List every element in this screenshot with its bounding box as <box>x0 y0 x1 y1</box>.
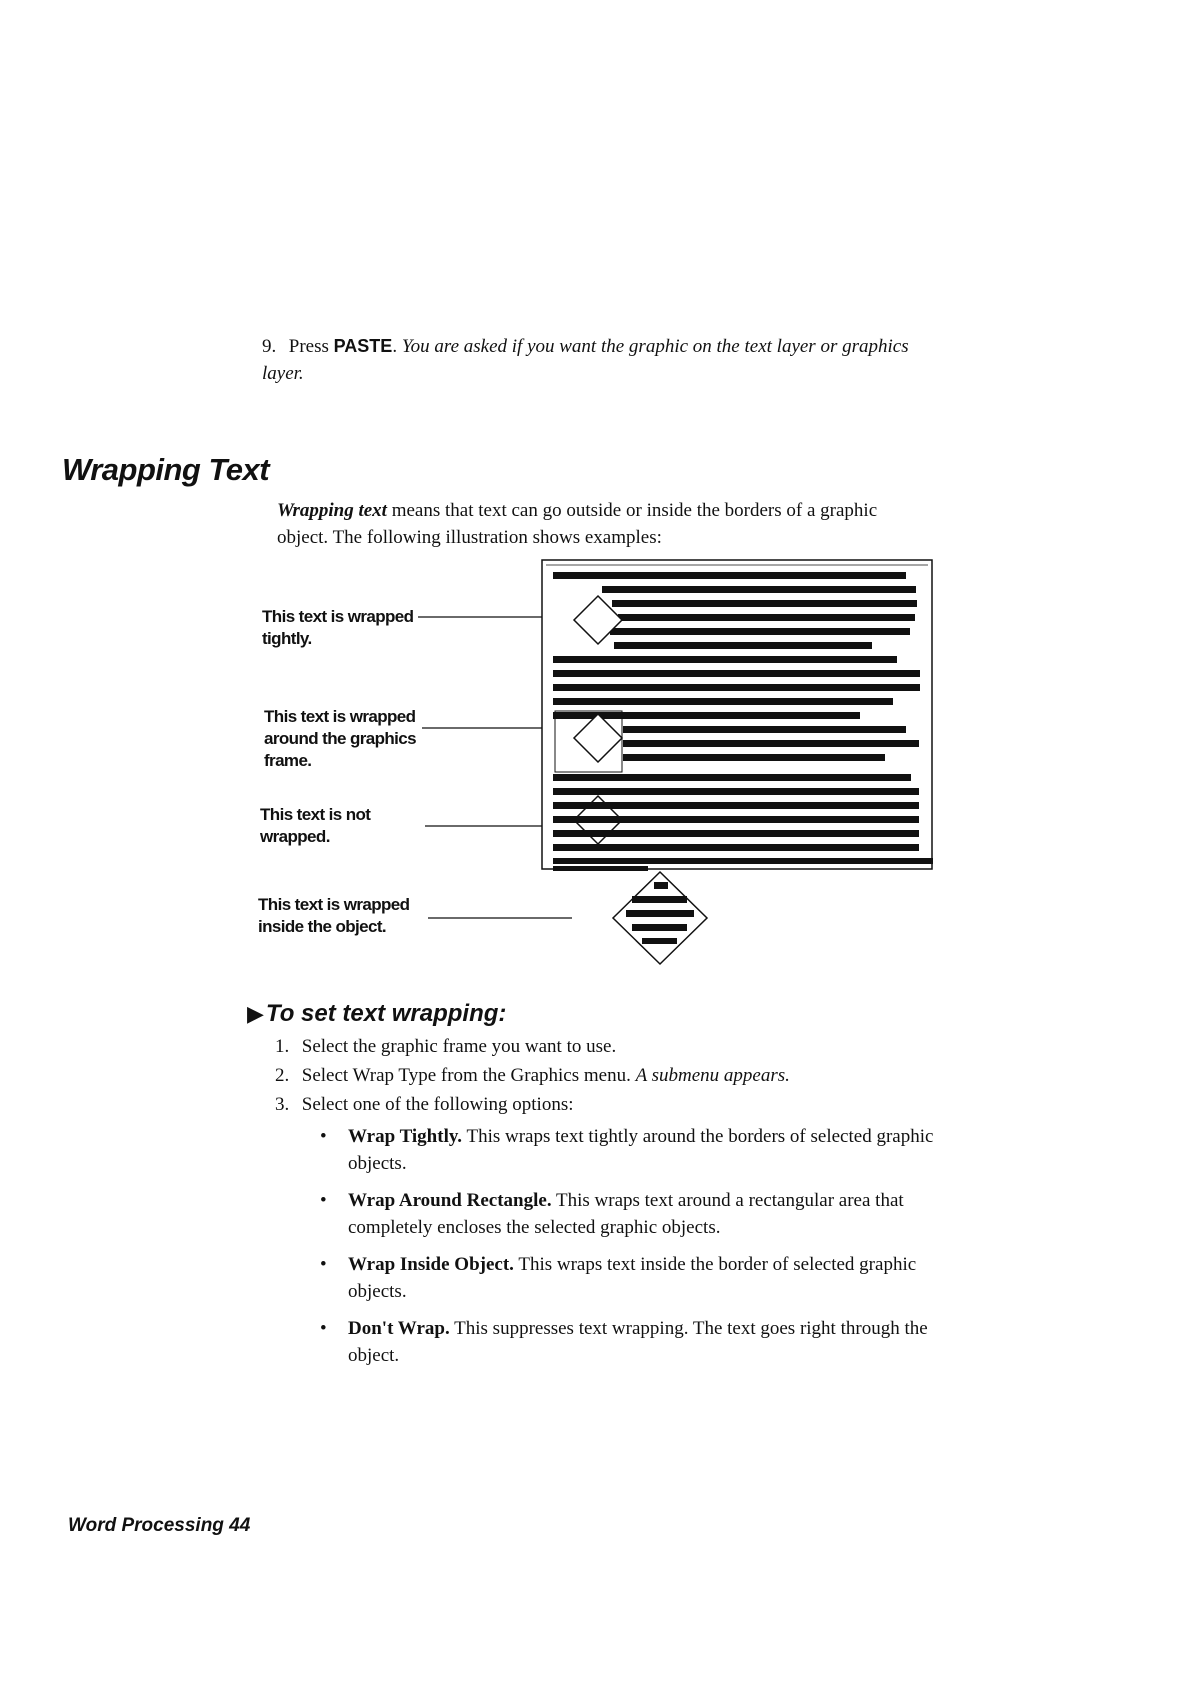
step-text: Select the graphic frame you want to use. <box>301 1036 617 1057</box>
option-name: Don't Wrap. <box>348 1318 450 1339</box>
section-title: Wrapping Text <box>62 452 270 487</box>
procedure-arrow-icon: ▶ <box>247 1001 264 1026</box>
bullet-icon: • <box>320 1318 327 1339</box>
callout-tight: This text is wrapped tightly. <box>262 607 414 648</box>
callout-around: This text is wrapped around the graphics frame. <box>264 707 417 770</box>
list-item <box>320 1123 960 1177</box>
step-press-text: Press <box>288 336 329 357</box>
bullet-icon: • <box>320 1190 327 1211</box>
tight-wrap-lines <box>553 572 920 705</box>
page-footer: Word Processing 44 <box>68 1515 251 1536</box>
step-number: 1. <box>275 1036 290 1057</box>
step-number: 3. <box>275 1094 290 1115</box>
callout-not-wrapped: This text is not wrapped. <box>260 805 371 846</box>
step-9-result: You are asked if you want the graphic on the text layer or graphics layer. <box>262 336 909 384</box>
procedure-step <box>275 1033 975 1062</box>
step-text: Select Wrap Type from the Graphics menu. <box>301 1065 631 1086</box>
bullet-icon: • <box>320 1126 327 1147</box>
diamond-around <box>574 714 622 762</box>
list-item <box>320 1315 960 1369</box>
option-name: Wrap Tightly. <box>348 1126 463 1147</box>
procedure-steps <box>275 1033 975 1120</box>
procedure-step <box>275 1062 975 1091</box>
list-item <box>320 1251 960 1305</box>
step-period: . <box>392 336 398 357</box>
step-text: Select one of the following options: <box>301 1094 574 1115</box>
option-name: Wrap Around Rectangle. <box>348 1190 552 1211</box>
option-desc: This wraps text tightly around the borders of selected graphic objects. <box>348 1126 934 1174</box>
procedure-title-text: To set text wrapping: <box>265 1000 507 1027</box>
list-item <box>320 1187 960 1241</box>
option-name: Wrap Inside Object. <box>348 1254 514 1275</box>
bullet-icon: • <box>320 1254 327 1275</box>
option-desc: This suppresses text wrapping. The text goes right through the object. <box>348 1318 928 1366</box>
callout-inside: This text is wrapped inside the object. <box>258 895 410 936</box>
intro-term: Wrapping text <box>277 500 387 521</box>
step-number: 9. <box>262 336 277 357</box>
step-number: 2. <box>275 1065 290 1086</box>
option-desc: This wraps text around a rectangular area that completely encloses the selected graphic objects. <box>348 1190 904 1238</box>
option-desc: This wraps text inside the border of selected graphic objects. <box>348 1254 917 1302</box>
wrap-options-list <box>320 1123 960 1379</box>
paste-key: PASTE <box>333 336 393 356</box>
intro-text: means that text can go outside or inside the borders of a graphic object. The following illustration shows examples: <box>277 500 878 548</box>
procedure-step <box>275 1091 975 1120</box>
step-result: A submenu appears. <box>635 1065 790 1086</box>
procedure-title <box>247 1000 506 1028</box>
